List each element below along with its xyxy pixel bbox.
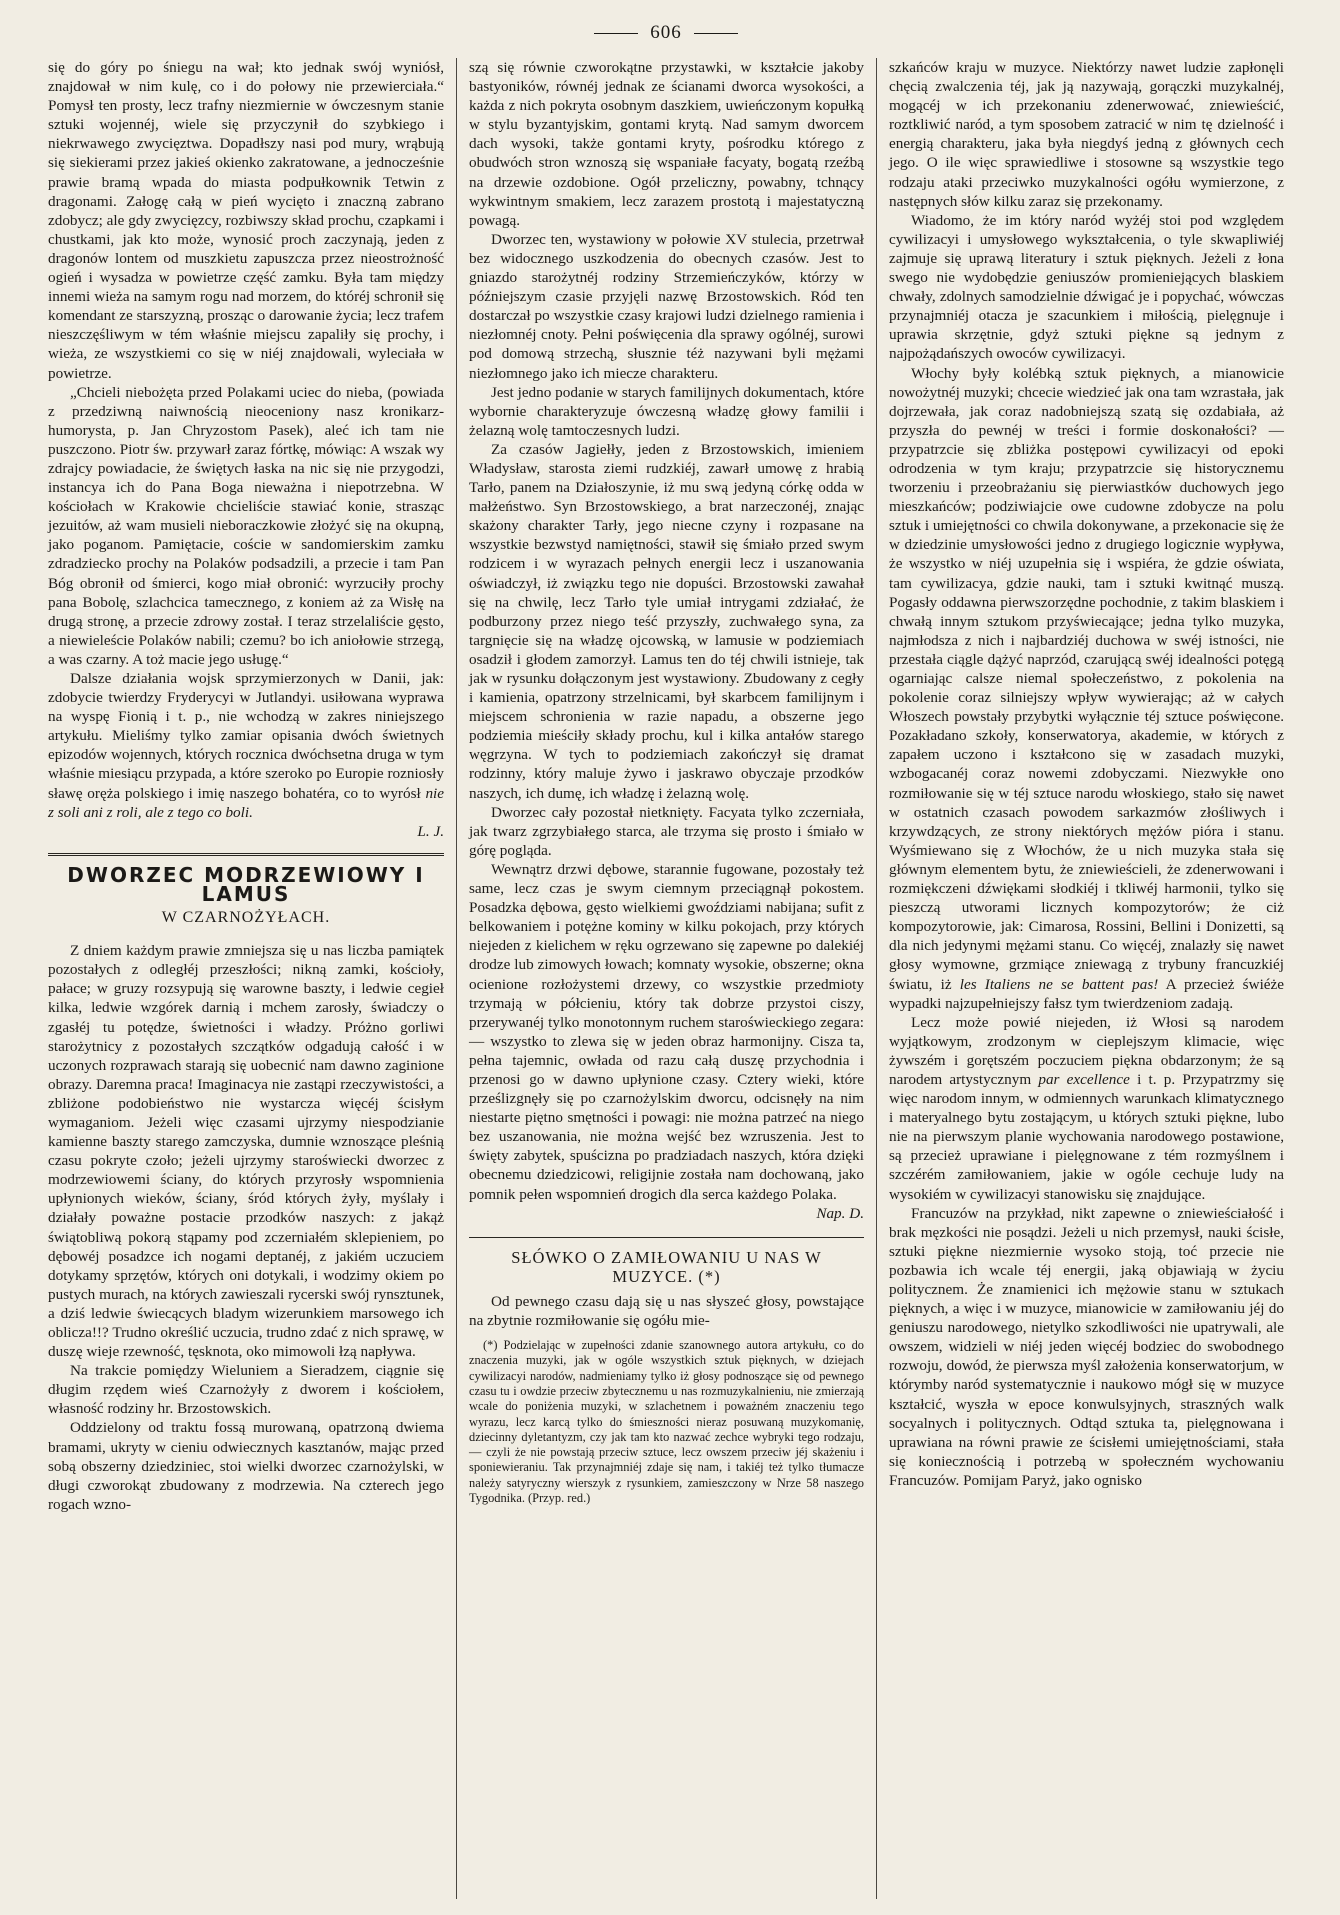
col3-after-quote: A przecież świéże wypadki najzupełniejszy fałsz tym twierdzeniom zadają. [889, 975, 1285, 1012]
section-paragraph-3: Oddzielony od traktu fossą murowaną, opatrzoną dwiema bramami, ukryty w cieniu odwiecznych kasztanów, mając przed sobą obszerny dziedziniec, stoi wielki dworzec czarnożylski, w długi czworokąt zbudowany z modrzewia. Na czterech jego rogach wzno- [48, 1419, 444, 1513]
section2-divider [469, 1237, 864, 1238]
section-title: DWORZEC MODRZEWIOWY I LAMUS [67, 862, 425, 906]
footnote-body: (*) Podzielając w zupełności zdanie szanownego autora artykułu, co do znaczenia muzyki, jak w ogóle wszystkich sztuk pięknych, w dziejach cywilizacyi narodów, nadmieniamy tylko iż głosy podnoszące się od pewnego czasu tu i owdzie przeciw zbytecznemu u nas rozmuzykalnieniu, nie zmierzają wcale do poniżenia muzyki, w szlachetnem i poważném znaczeniu tego wyrazu, lecz karcą tylko do śmieszności nieraz posuwaną muzykomanię, dziecinny dyletantyzm, czy jak tam kto nazwać zechce wybryki tego rodzaju, — czyli że nie powstają przeciw sztuce, lecz owszem przeciw jéj skażeniu i sponiewieraniu. Tak przynajmniéj zdaje się nam, i takiéj też tylko tłumacze należy satyryczny wierszyk z rysunkiem, zamieszczony w Nrze 58 naszego Tygodnika. [469, 1338, 864, 1506]
col3-par-excellence: par excellence [1038, 1070, 1130, 1088]
col1-signature: L. J. [417, 822, 444, 840]
col2-paragraph-5: Dworzec cały pozostał nietknięty. Facyata tylko zczerniała, jak twarz zgrzybiałego starca, ale trzyma się prosto i śmiało w górę pogląda. [469, 803, 864, 859]
section2-paragraph: Od pewnego czasu dają się u nas słyszeć głosy, powstające na zbytnie rozmiłowanie się ogółu mie- [469, 1292, 864, 1329]
col1-paragraph-1: się do góry po śniegu na wał; kto jednak swój wyniósł, znajdował w nim kulę, co i do połowy nie przewierciała.“ Pomysł ten prosty, lecz trafny niezmiernie w ówczesnym stanie sztuki wojennéj, wiele się przyczynił do szybkiego i niekrwawego zwycięztwa. Dopadłszy nasi pod mury, wrąbują się siekierami przez jakieś okienko zakratowane, a jednocześnie prawie bramą wpada do miasta podpułkownik Tetwin z dragonami. Załogę całą w pień wycięto i znaczną zabrano zdobycz; ale gdy zwycięzcy, rozbiwszy skład prochu, czapkami i chustkami, jak kto może, wynosić proch zaczynają, jeden z dragonów lontem od muszkietu zapuszcza przez nieostrożność ogień i wysadza w powietrze część zamku. Była tam między innemi wieża na samym rogu nad morzem, do któréj schronił się komendant ze starszyzną, prosząc o darowanie życia; lecz trafem nieszczęśliwym w tém właśnie miejscu zapaliły się prochy, i wieża, ze wszystkiemi co się w niéj znajdowali, wyleciała w powietrze. [48, 59, 444, 382]
col3-paragraph-5: Francuzów na przykład, nikt zapewne o zniewieściałość i brak męzkości nie posądzi. Jeżeli u nich przemysł, nauki ścisłe, sztuki piękne niezmiernie wysoko stoją, toć przecie nie pozbawia ich wcale téj energii, jaką objawiają w życiu politycznem. Że znamienici ich mężowie stanu w sztukach pięknych, a więc i w muzyce, mianowicie w zamiłowaniu jéj do geniuszu narodowego, nietylko szkodliwości nie upatrywali, ale owszem, widzieli w niéj jeden więcéj bodziec do swobodnego rozwoju, dowód, że pierwsza myśl założenia konserwatorjum, w którymby naród systematycznie i naukowo mógł się w muzyce kształcić, wyszła w epoce konwulsyjnych, straszných walk socyalnych i politycznych. Odtąd sztuka ta, pielęgnowana i uprawiana na równi prawie ze ścisłemi umiejętnościami, stała się koniecznością i potrzebą w społeczném wychowaniu Francuzów. Pomijam Paryż, jako ognisko [889, 1204, 1284, 1489]
section-paragraph-2: Na trakcie pomiędzy Wieluniem a Sieradzem, ciągnie się długim rzędem wieś Czarnożyły z dworem i kościołem, własność rodziny hr. Brzostowskich. [48, 1362, 444, 1418]
page-number-dash-right [694, 33, 738, 34]
section-divider [48, 853, 444, 856]
col2-paragraph-1: szą się równie czworokątne przystawki, w kształcie jakoby bastyoników, równéj jednak ze ścianami dworca wysokości, a każda z nich pokryta osobnym daszkiem, uwieńczonym kopułką w stylu byzantyjskim, gontami krytą. Nad samym dworcem dach wysoki, także gontami kryty, pośrodku którego z obudwóch stron wznoszą się wspaniałe facyaty, bogatą rzeźbą na drzewie ozdobione. Ogół przeliczny, powabny, tchnący wykwintnym smakiem, lecz zarazem prostotą i majestatyczną powagą. [469, 59, 864, 229]
page-number-dash-left [594, 33, 638, 34]
col2-paragraph-6: Wewnątrz drzwi dębowe, starannie fugowane, pozostały też same, lecz czas je swym ciemnym przeciągnął pokostem. Posadzka dębowa, gęsto wielkiemi gwoździami nabijana; sufit z belkowaniem i potężne kominy w kilku pokojach, przy których niejeden z kielichem w ręku ogrzewano się zapewne po dalekiéj drodze lub zimowych łowach; komnaty wysokie, obszerne; okna ocienione rozłożystemi drzewy, co wszystkie przedmioty trzymają w półcieniu, który tak dobrze przystoi ciszy, przerywanéj tylko monotonnym ruchem staroświeckiego zegara: — wszystko to zlewa się w jeden obraz harmonijny. Cisza ta, pełna tajemnic, owłada od razu całą duszę przychodnia i przenosi go w dawno upłynione czasy. Cztery wieki, które prześlizgnęły się po czarnożylskim dworcu, odcisnęły na nim niestarte piętno smętności i powagi: nie można patrzeć na niego bez uszanowania, nie można wejść bez wzruszenia. Jest to święty zabytek, spuścizna po pradziadach naszych, która dzięki obecnemu dziedzicowi, religijnie została nam dochowaną, jako pomnik pełen wspomnień drogich dla serca każdego Polaka. [469, 860, 864, 1203]
col1-quote: nie z soli ani z roli, ale z tego co boli. [48, 784, 444, 821]
col3-paragraph-3-text: Włochy były kolébką sztuk pięknych, a mianowicie nowożytnéj muzyki; chcecie wiedzieć jak ona tam wzrastała, jak dojrzewała, jak coraz nadobniejszą szatą się ozdabiała, aż przyszła do pewnéj w treści i formie doskonałości? — przypatrzcie się zbliżka postępowi cywilizacyi od epoki odrodzenia w tym kraju; przypatrzcie się historycznemu tworzeniu i przeobrażaniu się pierwiastków duchowych jego mieszkańców; podziwiajcie owe cudowne zdobycze na polu sztuk i umiejętności co chwila dokonywane, a przekonacie się że w dziedzinie umysłowości jedno z drugiego logicznie wypływa, że wszystko w niéj uzupełnia się i wspiéra, że gdzie oświata, tam cywilizacya, gdzie nauki, tam i sztuki kwitnąć muszą. Pogasły oddawna pierwszorzędne pochodnie, z takim blaskiem i chwałą innym sztukom przyświecające; jedna tylko muzyka, najmłodsza z nich i najbardziéj duchowa w swéj istności, nie przestała ciągle dążyć naprzód, czarującą swéj idealności potęgą ogarniając calsze niemal społeczeństwo, z pokolenia na pokolenie coraz silniejszy wpływ wywierając; aż w całych Włoszech powstały przybytki wyłącznie téj sztuce poświęcone. Pozakładano szkoły, konserwatorya, akademie, w których z zapałem uczono i kształcono się w zasadach muzyki, wzbogacanéj coraz nowemi zdobyczami. Niezwykłe ono rozmiłowanie się w téj sztuce narodu włoskiego, stało się nawet w ostatnich czasach powodem sarkazmów złośliwych i krzywdzących, ze strony niektórych mężów pióra i stanu. Wyśmiewano się z Włochów, że u nich muzyka stała się głównym elementem bytu, że zniewieścieli, że zdenerwowani i rozmiękczeni dźwiękami słodkiéj i tkliwéj harmonii, tylko się pieszczą utworami licznych kompozytorów; że ciż kompozytorowie, jak: Cimarosa, Rossini, Bellini i Donizetti, są dla nich jedynymi mężami stanu. Co więcéj, znalazły się nawet głosy wymowne, grzmiące zniewagą z trybuny francuzkiéj światu, iż [889, 364, 1284, 993]
column-1 [36, 58, 456, 1899]
col2-signature: Nap. D. [816, 1204, 864, 1222]
col3-paragraph-4-text: Lecz może powié niejeden, iż Włosi są narodem wyjątkowym, zrodzonym w cieplejszym klimacie, więc żywszém i gorętszém poczuciem piękna obdarzonym; że są narodem artystycznym [889, 1013, 1284, 1088]
col2-paragraph-4: Za czasów Jagiełły, jeden z Brzostowskich, imieniem Władysław, starosta ziemi rudzkiéj, zawarł umowę z hrabią Tarło, panem na Działoszynie, iż mu swą jedyną córkę odda w małżeństwo. Syn Brzostowskiego, a brat narzeczonéj, znając skażony charakter Tarły, jego niecne czyny i rozpasane na wszystkie bezwstyd namiętności, stawił się śmiało przed swym rodzicem i w wyrazach pełnych energii lecz i uszanowania oświadczył, iż związku tego nie dopuści. Brzostowski zawahał się na chwilę, lecz Tarło tyle umiał intrygami zdziałać, że podburzony przez niego teść przyszły, zuchwałego syna, za targnięcie się na władzę ojcowską, w lamusie w podziemiach osadził i głodem zamorzył. Lamus ten do téj chwili istnieje, tak jak w rysunku dołączonym jest wystawiony. Zbudowany z cegły i kamienia, opatrzony strzelnicami, był skarbcem familijnym i miejscem schronienia w razie napadu, a obszerne jego podziemia mieściły składy prochu, kul i kilka antałów starego węgrzyna. W tych to podziemiach zakończył się dramat rodzinny, który maluje żywo i jaskrawo obyczaje przodków naszych, ich dumę, ich władzę i żelazną wolę. [469, 440, 864, 802]
col3-paragraph-2: Wiadomo, że im który naród wyżéj stoi pod względem cywilizacyi i umysłowego wykształcenia, o tyle skwapliwiéj zajmuje się uprawą literatury i sztuk pięknych. Jeżeli z łona swego nie wydobędzie geniuszów promieniejących blaskiem chwały, zdolnych samodzielnie dźwigać je i popychać, wówczas przynajmniéj otacza je szacunkiem i miłością, pielęgnuje i uprawia skrzętnie, gdyż sztuki piękne są jednym z najpożądańszych owoców cywilizacyi. [889, 211, 1284, 363]
footnote-text [469, 1338, 864, 1506]
column-3 [876, 58, 1296, 1899]
col3-paragraph-1: szkańców kraju w muzyce. Niektórzy nawet ludzie zapłonęli chęcią zwalczenia téj, jak ją nazywają, gorączki muzykalnéj, mogącéj w ich przekonaniu zdenerwować, zniewieścić, roztkliwić naród, a tym sposobem zatracić w nim tę dzielność i energią charakteru, jaka była niegdyś jedną z głównych cech jego. O ile więc sprawiedliwe i stosowne są wszystkie tego rodzaju ataki przeciwko muzykalności ogółu wymierzone, z następnych słów kilku zaraz się przekonamy. [889, 59, 1284, 210]
section-paragraph-1: Z dniem każdym prawie zmniejsza się u nas liczba pamiątek pozostałych z odległéj przeszłości; nikną zamki, kościoły, pałace; w gruzy rozsypują się warowne baszty, i ledwie cegieł kilka, ledwie wzgórek darnią i mchem zarosły, świadczy o zgasłéj tu potędze, świetności i władzy. Próżno gorliwi starożytnicy z pozostałych szczątków odgadują całość i w uczonych rozprawach starają się uobecnić nam dawno zaginione obrazy. Daremna praca! Imaginacya nie zastąpi rzeczywistości, a zbliżone podobieństwo nie wystarcza więcéj ścisłym wymaganiom. Jeżeli więc czasami ujrzymy niespodzianie kamienne baszty starego zamczyska, dumnie wznoszące pleśnią czasu pokryte czoło; jeżeli ujrzymy staroświecki dworzec z modrzewiowemi ściany, do których przyrosły wspomnienia upłynionych wieków, ściany, śród których żyły, myślały i działały poważne postacie przodków naszych: z jakąż świątobliwą pokorą stąpamy pod zczerniałém sklepieniem, po dębowéj posadzce ich nogami deptanéj, z jakiém uczuciem dotykamy sprzętów, których oni dotykali, i wodzimy okiem po pustych murach, na których zawieszali rycerski swój rynsztunek, a dziś ledwie świecących bladym wizerunkiem marsowego ich oblicza!!? Trudno określić uczucia, trudno zdać z nich sprawę, w duszę wieje rzewność, tęsknota, oko mimowoli łzą napływa. [48, 942, 444, 1361]
section2-title: SŁÓWKO O ZAMIŁOWANIU U NAS W MUZYCE. (*) [511, 1247, 822, 1286]
col3-paragraph-4 [889, 1013, 1284, 1204]
col1-paragraph-3-text: Dalsze działania wojsk sprzymierzonych w Danii, jak: zdobycie twierdzy Fryderycyi w Jutlandyi. usiłowana wyprawa na wyspę Fionią i t. p., nie wchodzą w zakres niniejszego artykułu. Mieliśmy tylko zamiar opisania dwóch świetnych epizodów wojennych, których rocznica dwóchsetna druga w tym właśnie miesiącu przypada, a które szeroko po Europie rozniosły sławę oręża polskiego i imię naszego bohatéra, co to wyrósł [48, 670, 444, 802]
text-columns [36, 58, 1296, 1899]
page-number [36, 18, 1296, 48]
col2-paragraph-2: Dworzec ten, wystawiony w połowie XV stulecia, przetrwał bez widocznego uszkodzenia do obecnych czasów. Jest to gniazdo starożytnéj rodziny Strzemieńczyków, którzy w późniejszym czasie przyjęli nazwę Brzostowskich. Ród ten dostarczał po wszystkie czasy krajowi ludzi dzielnego ramienia i niezłomnéj cnoty. Pełni poświęcenia dla sprawy ogólnéj, surowi pod domową strzechą, słusznie téż nazywani byli mężami niezłomnego jako ich miecze charakteru. [469, 230, 864, 382]
footnote [469, 1338, 864, 1506]
col3-paragraph-3 [889, 364, 1284, 1013]
col1-paragraph-2: „Chcieli niebożęta przed Polakami uciec do nieba, (powiada z przedziwną naiwnością nieoceniony nasz kronikarz-humorysta, p. Jan Chryzostom Pasek), aleć ich tam nie puszczono. Piotr św. przywarł zaraz fórtkę, mówiąc: A wszak wy zdrajcy powiadacie, że świętych łaska na nic się nie przygodzi, instancya ich do Pana Boga nieważna i niepotrzebna. W kościołach w Krakowie chcieliście stawiać konie, strasząc jezuitów, aż wam musieli nieboraczkowie złożyć się na okupną, jako poganom. Pamiętacie, coście w sandomierskim zamku zdradziecko prochy na Polaków podsadzili, a przecie i tam Pan Bóg obronił od śmierci, kogo miał obronić: wyrzuciły prochy pana Bobolę, szlachcica tamecznego, z koniem aż za Wisłę na drugą stronę, a przecie zdrowy został. I teraz strzelaliście gęsto, a niewieleście Polaków nabili; czemu? bo ich aniołowie strzegą, a was czarny. A toż macie jego usługę.“ [48, 383, 444, 668]
footnote-credit: (Przyp. red.) [528, 1491, 591, 1506]
col2-paragraph-3: Jest jedno podanie w starych familijnych dokumentach, które wybornie charakteryzuje ówczesną władzę głowy familii i żelazną wolę tamtoczesnych ludzi. [469, 383, 864, 439]
col3-quote-french: les Italiens ne se battent pas! [959, 975, 1159, 993]
col1-paragraph-3 [48, 669, 444, 822]
column-2 [456, 58, 876, 1899]
section-subtitle: W CZARNOŻYŁACH. [161, 909, 331, 927]
page-number-text: 606 [650, 22, 682, 43]
col3-after-par-excellence: i t. p. Przypatrzmy się więc narodom innym, w odmiennych warunkach klimatycznego i materyalnego bytu zostającym, u których sztuki piękne, lubo nie na pierwszym planie wychowania narodowego postawione, są przecież uprawiane i pielęgnowane z tém rozmyślnem i szczérém zamiłowaniem, jakie w ogóle cechuje ludy na wysokiém w cywilizacyi stanowisku się znajdujące. [889, 1070, 1284, 1203]
